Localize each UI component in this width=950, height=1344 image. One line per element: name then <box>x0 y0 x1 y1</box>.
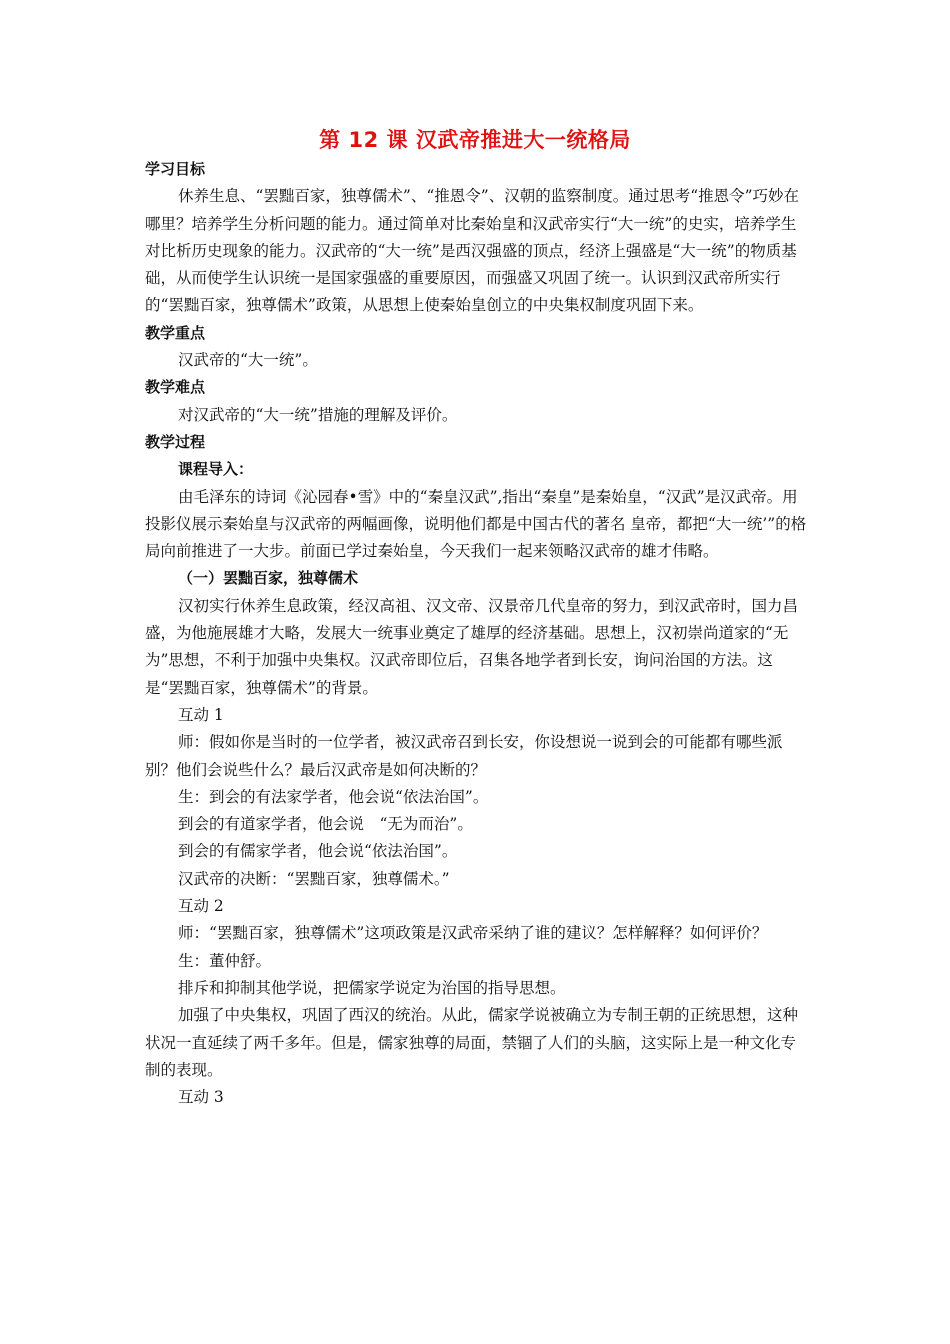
interaction2-teacher: 师：“罢黜百家，独尊儒术”这项政策是汉武帝采纳了谁的建议？怎样解释？如何评价？ <box>178 924 768 943</box>
interaction3-label: 互动 3 <box>178 1088 224 1107</box>
interaction2-evaluate: 加强了中央集权，巩固了西汉的统治。从此，儒家学说被确立为专制王朝的正统思想，这种状况一直延续了两千多年。但是，儒家独尊的局面，禁锢了人们的头脑，这实际上是一种文化专制的表现。 <box>145 1006 799 1079</box>
interaction2-student: 生：董仲舒。 <box>178 951 272 970</box>
interaction1-teacher: 师：假如你是当时的一位学者，被汉武帝召到长安，你设想说一说到会的可能都有哪些派别？他们会说些什么？最后汉武帝是如何决断的？ <box>145 733 783 779</box>
intro-text: 由毛泽东的诗词《沁园春•雪》中的“秦皇汉武”,指出“秦皇”是秦始皇，“汉武”是汉武帝。用投影仪展示秦始皇与汉武帝的两幅画像，说明他们都是中国古代的著名 皇帝，都把“大一统’”的格局向前推进了一大步。前面已学过秦始皇，今天我们一起来领略汉武帝的雄才伟略。 <box>145 487 807 561</box>
objectives-text: 休养生息、“罢黜百家，独尊儒术”、“推恩令”、汉朝的监察制度。通过思考“推恩令”巧妙在哪里？培养学生分析问题的能力。通过简单对比秦始皇和汉武帝实行“大一统”的史实，培养学生对比析历史现象的能力。汉武帝的“大一统”是西汉强盛的顶点，经济上强盛是“大一统”的物质基础，从而使学生认识统一是国家强盛的重要原因，而强盛又巩固了统一。认识到汉武帝所实行的“罢黜百家，独尊儒术”政策，从思想上使秦始皇创立的中央集权制度巩固下来。 <box>145 187 800 315</box>
interaction1-decision: 汉武帝的决断：“罢黜百家，独尊儒术。” <box>178 869 450 888</box>
interaction1-label: 互动 1 <box>178 705 224 724</box>
process-heading: 教学过程 <box>145 432 206 451</box>
objectives-heading: 学习目标 <box>145 160 206 178</box>
section1-heading: （一）罢黜百家，独尊儒术 <box>178 569 359 588</box>
interaction2-explain: 排斥和抑制其他学说，把儒家学说定为治国的指导思想。 <box>178 978 566 997</box>
interaction1-student3: 到会的有儒家学者，他会说“依法治国”。 <box>178 842 458 861</box>
interaction2-label: 互动 2 <box>178 897 224 916</box>
section1-text: 汉初实行休养生息政策，经汉高祖、汉文帝、汉景帝几代皇帝的努力，到汉武帝时，国力昌盛，为他施展雄才大略，发展大一统事业奠定了雄厚的经济基础。思想上，汉初崇尚道家的“无为”思想，不利于加强中央集权。汉武帝即位后，召集各地学者到长安，询问治国的方法。这是“罢黜百家，独尊儒术”的背景。 <box>145 596 799 697</box>
interaction1-student1: 生：到会的有法家学者，他会说“依法治国”。 <box>178 787 489 806</box>
intro-heading: 课程导入： <box>178 460 254 479</box>
page-title: 第 12 课 汉武帝推进大一统格局 <box>319 128 631 152</box>
key-point-text: 汉武帝的“大一统”。 <box>178 351 318 370</box>
difficulty-heading: 教学难点 <box>145 378 206 397</box>
key-point-heading: 教学重点 <box>145 323 206 342</box>
document-body <box>145 156 810 1111</box>
interaction1-student2: 到会的有道家学者，他会说 “无为而治”。 <box>178 815 473 834</box>
difficulty-text: 对汉武帝的“大一统”措施的理解及评价。 <box>178 405 458 424</box>
